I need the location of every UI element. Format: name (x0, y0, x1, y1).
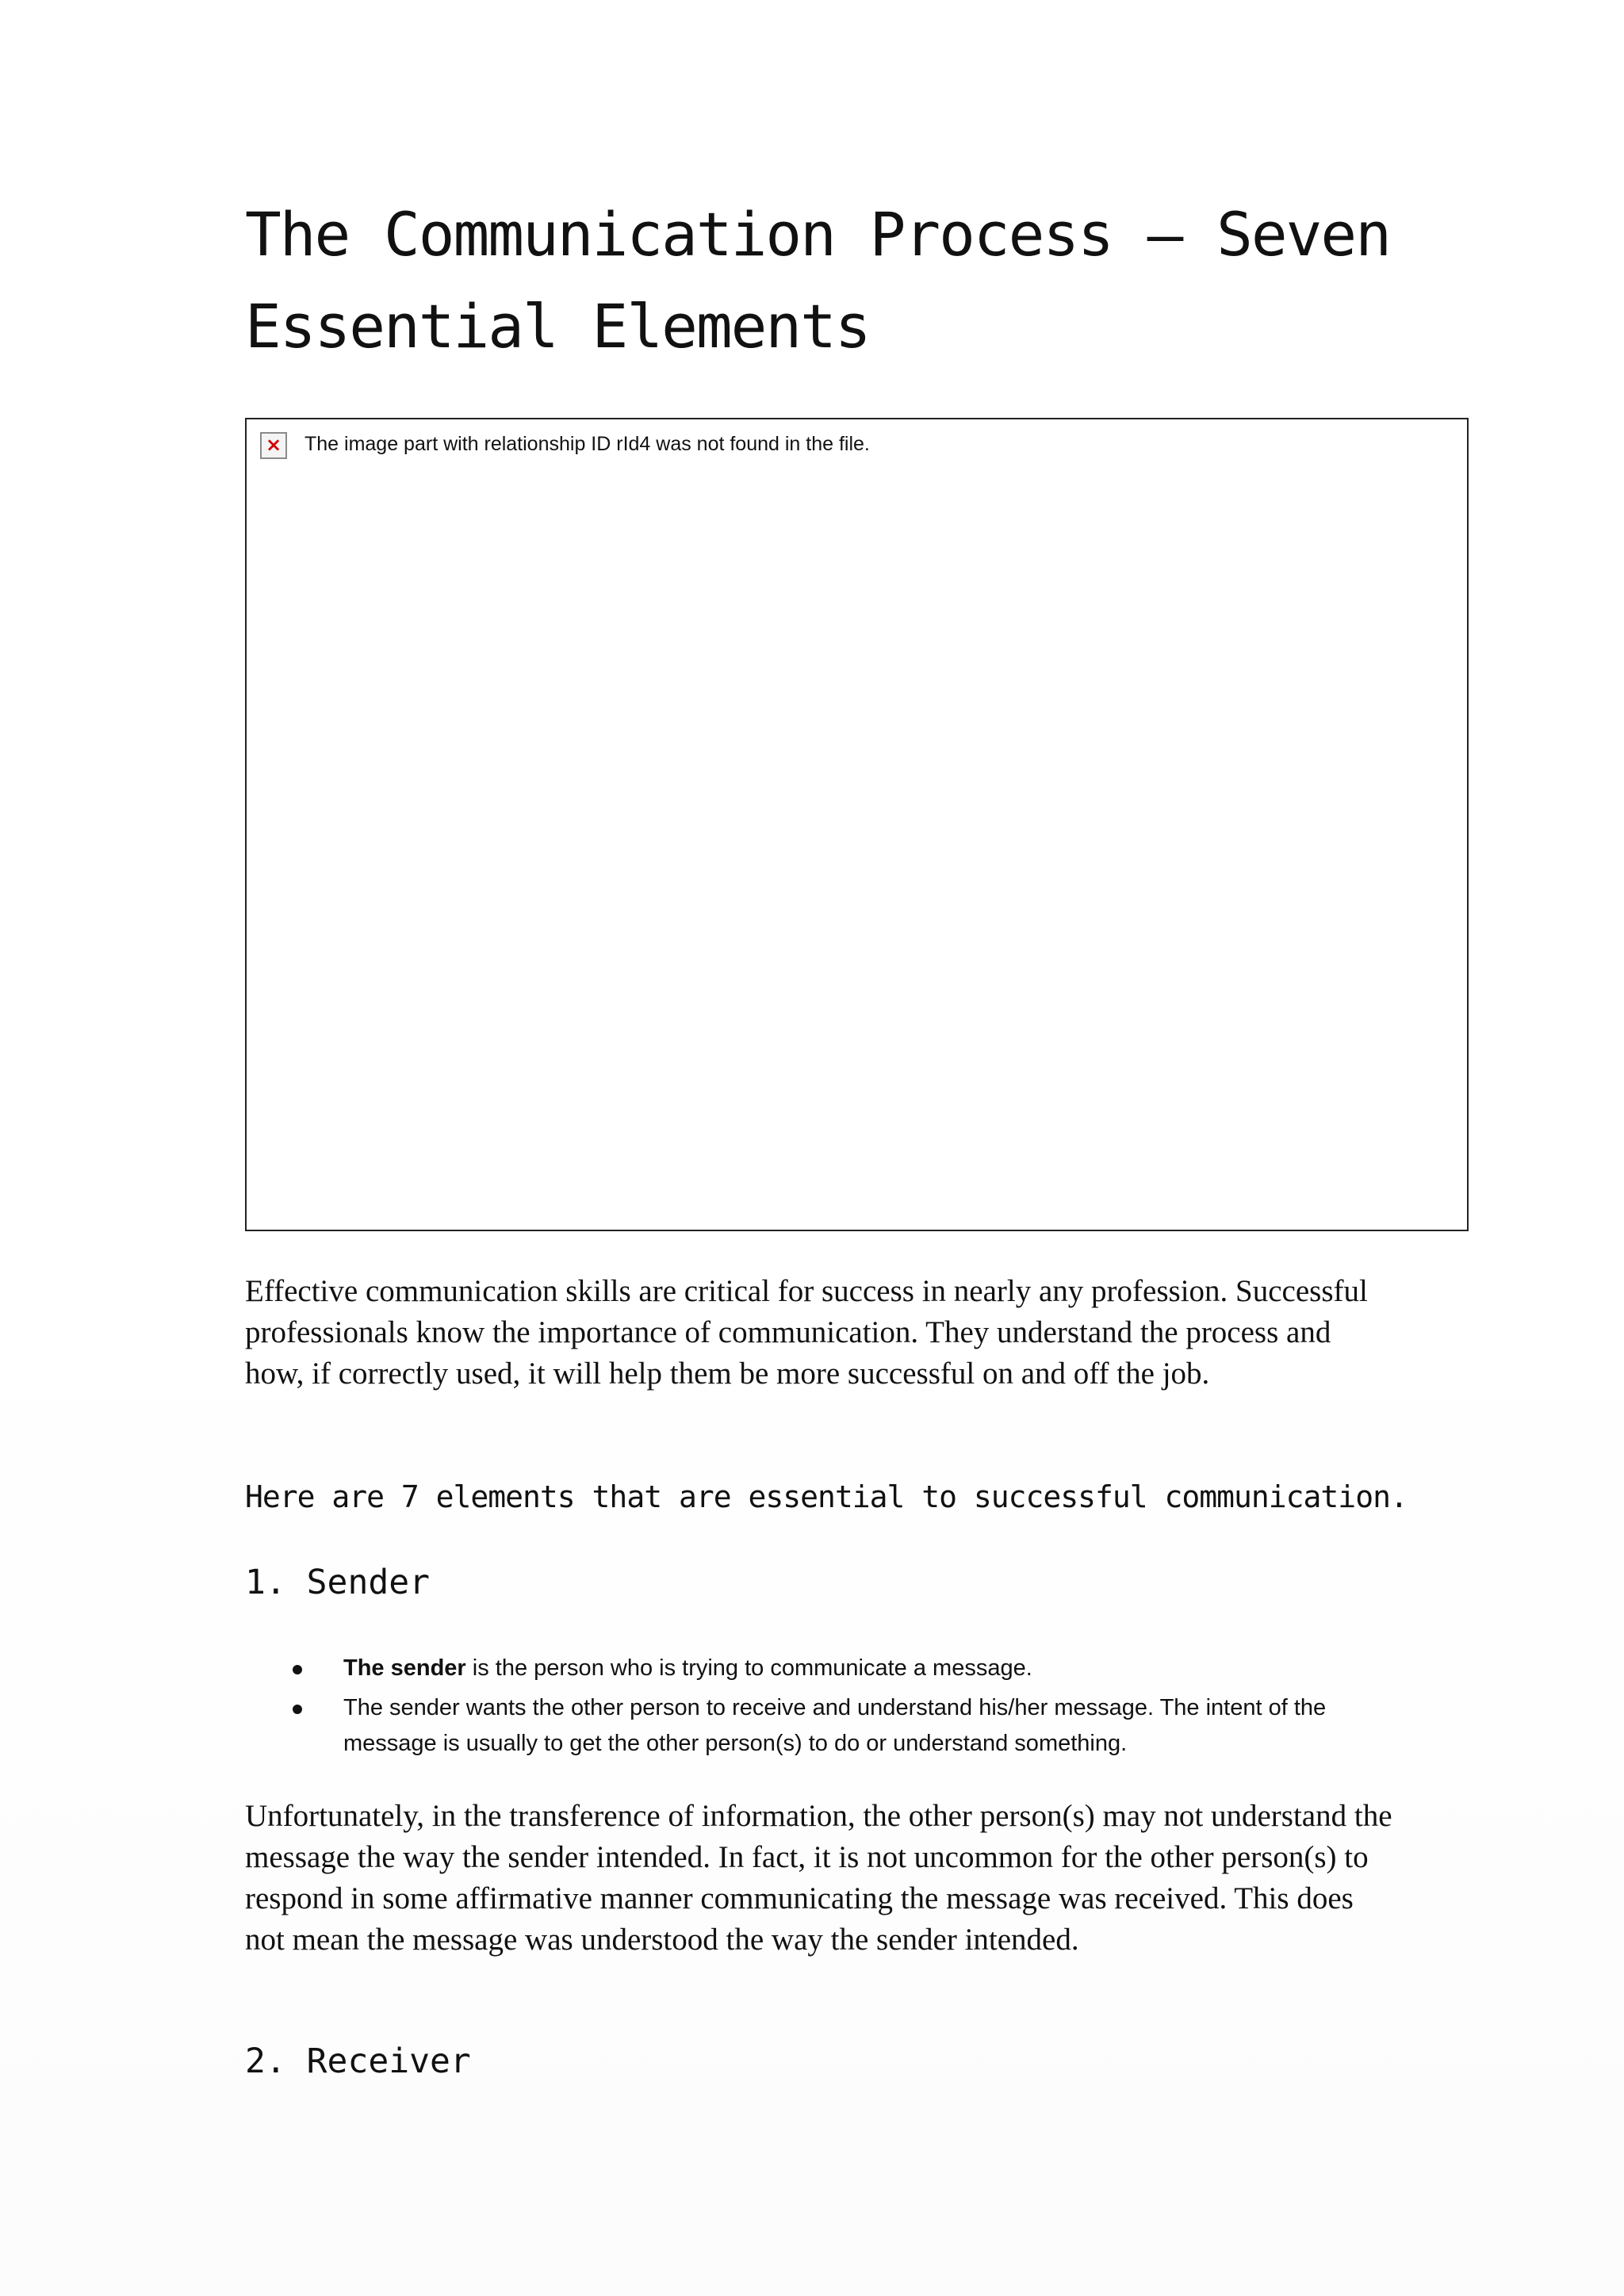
sender-bullet-list (245, 1651, 1395, 1766)
missing-image-placeholder (245, 418, 1469, 1231)
bullet-bold-lead: The sender (343, 1655, 466, 1681)
bullet-text: is the person who is trying to communicate a message. (465, 1655, 1032, 1681)
bullet-item-sender-intent (245, 1690, 1395, 1762)
section-heading-receiver: 2. Receiver (245, 2042, 471, 2081)
bullet-dot-icon (293, 1665, 302, 1674)
page-title: The Communication Process – Seven Essential Elements (245, 199, 1390, 362)
bullet-item-sender-definition (245, 1651, 1395, 1686)
understanding-paragraph: Unfortunately, in the transference of information, the other person(s) may not understand the message the way the sender intended. In fact, it is not uncommon for the other person(s) to respond in some affirmative manner communicating the message was received. This does not mean the message was understood the way the sender intended. (245, 1799, 1392, 1957)
bullet-dot-icon (293, 1705, 302, 1714)
missing-image-message: The image part with relationship ID rId4 was not found in the file. (304, 433, 870, 455)
bullet-text: The sender wants the other person to receive and understand his/her message. The intent of the message is usually to get the other person(s) to do or understand something. (343, 1695, 1327, 1756)
intro-paragraph: Effective communication skills are critical for success in nearly any profession. Successful professionals know the importance of communication. They understand the process and how, if correctly used, it will help them be more successful on and off the job. (245, 1274, 1368, 1391)
broken-image-icon: × (260, 432, 287, 459)
essential-elements-line: Here are 7 elements that are essential to successful communication. (245, 1479, 1408, 1514)
section-heading-sender: 1. Sender (245, 1563, 430, 1602)
